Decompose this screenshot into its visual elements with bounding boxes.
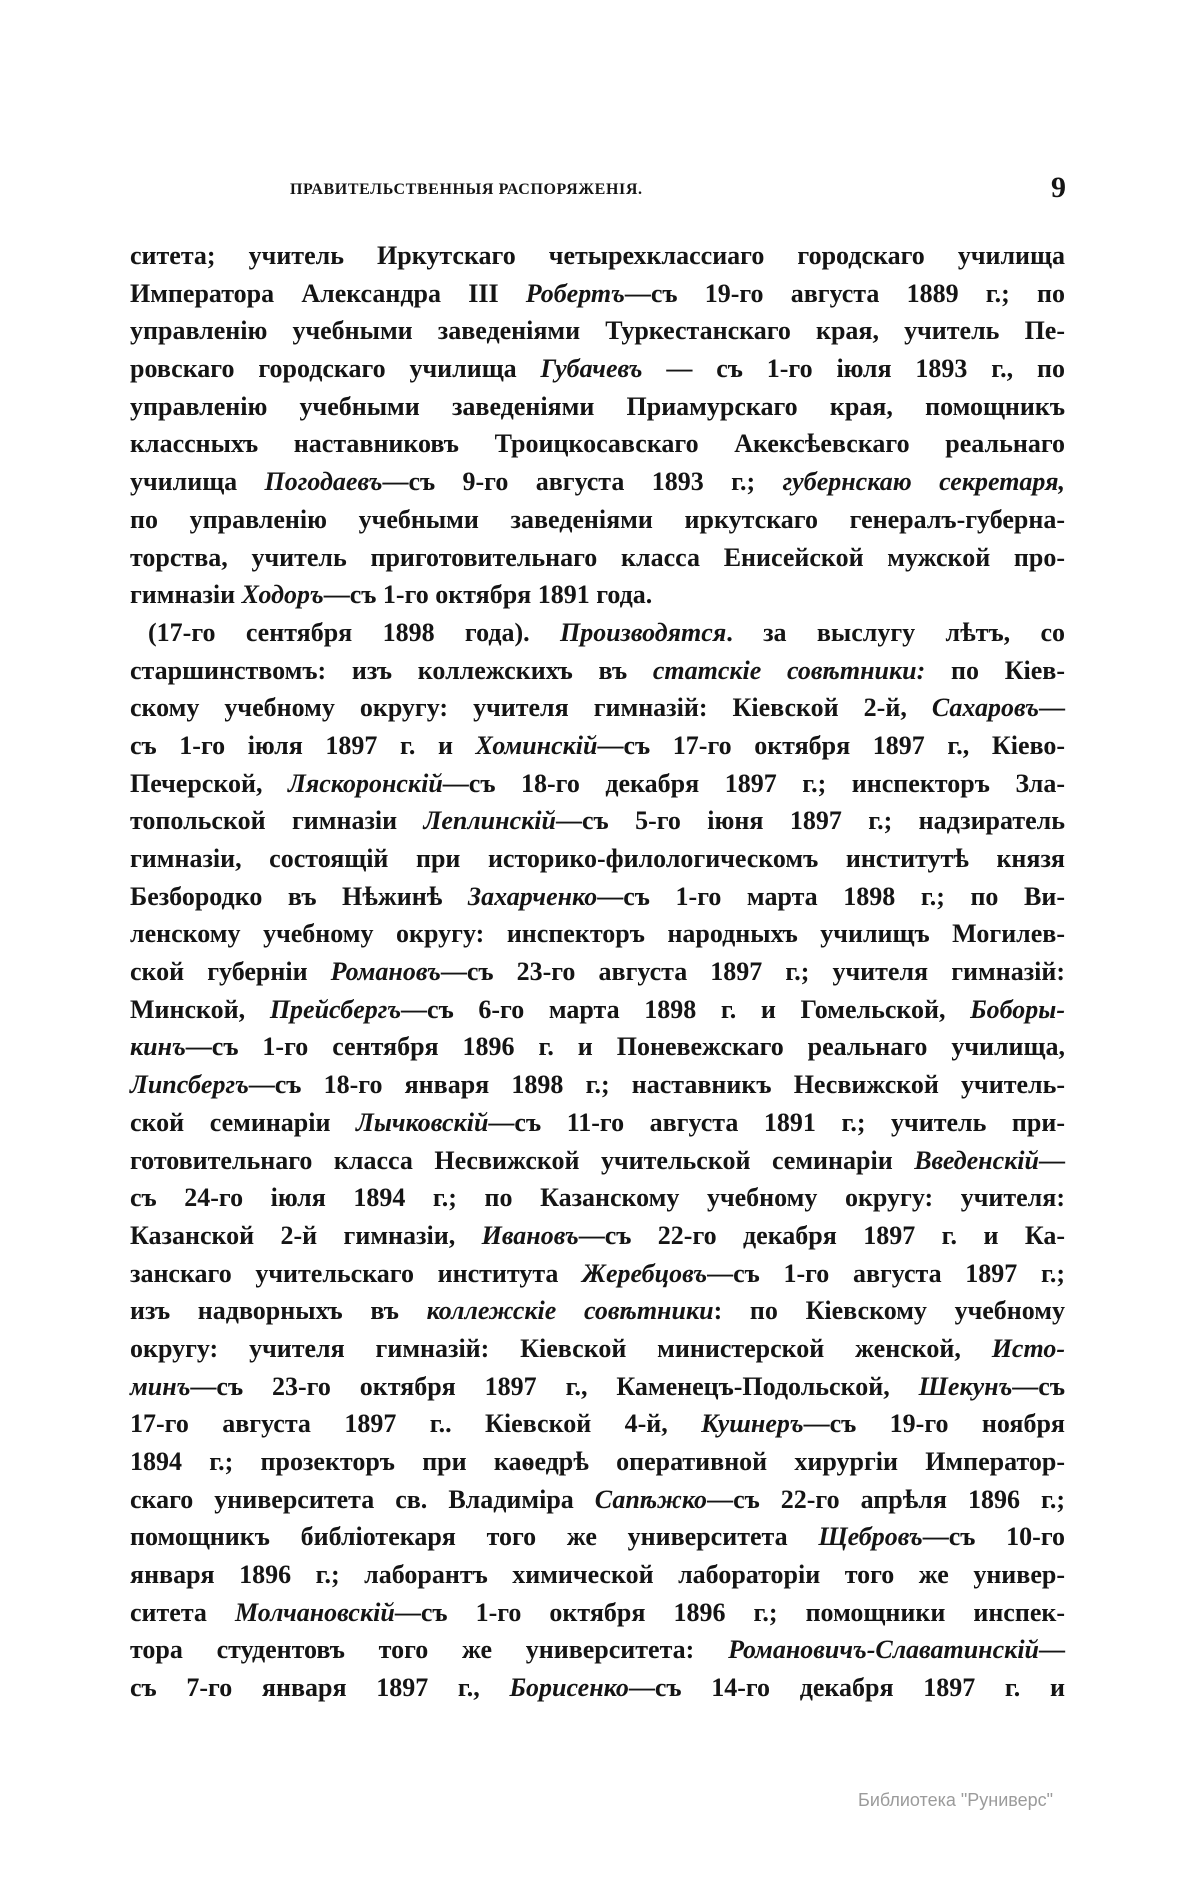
text-run: — съ 1-го іюля 1893 г., по bbox=[642, 354, 1065, 384]
text-run: —съ bbox=[1012, 1371, 1065, 1401]
text-run: —съ 11-го августа 1891 г.; учитель при- bbox=[488, 1107, 1065, 1137]
text-run: топольской гимназіи bbox=[130, 806, 424, 836]
italic-text: Сахаровъ bbox=[931, 693, 1039, 723]
text-run: —съ 6-го марта 1898 г. и Гомельской, bbox=[401, 994, 971, 1024]
text-run: ситета bbox=[130, 1597, 235, 1627]
italic-text: Кушнеръ bbox=[701, 1409, 804, 1439]
text-run: —съ 1-го августа 1897 г.; bbox=[707, 1258, 1065, 1288]
italic-text: губернскаю секретаря, bbox=[782, 467, 1065, 497]
text-line bbox=[130, 1594, 1065, 1632]
text-run: Казанской 2-й гимназіи, bbox=[130, 1220, 482, 1250]
text-run: управленію учебными заведеніями Приамурскаго края, помощникъ bbox=[130, 391, 1065, 421]
text-run: : по Кіевскому учебному bbox=[713, 1296, 1065, 1326]
text-run: занскаго учительскаго института bbox=[130, 1258, 583, 1288]
text-run: ской губерніи bbox=[130, 957, 331, 987]
text-run: —съ 22-го апрѣля 1896 г.; bbox=[707, 1484, 1066, 1514]
text-line bbox=[130, 350, 1065, 388]
text-run: —съ 23-го августа 1897 г.; учителя гимназій: bbox=[440, 957, 1065, 987]
italic-text: Исто- bbox=[991, 1333, 1065, 1363]
text-run: —съ 10-го bbox=[922, 1522, 1065, 1552]
text-run: съ 7-го января 1897 г., bbox=[130, 1673, 510, 1703]
text-run: торства, учитель приготовительнаго класса Енисейской мужской про- bbox=[130, 542, 1065, 572]
italic-text: Ивановъ bbox=[481, 1220, 579, 1250]
library-watermark: Библиотека "Руниверс" bbox=[858, 1790, 1054, 1810]
text-line bbox=[130, 1669, 1065, 1707]
text-line bbox=[130, 840, 1065, 878]
text-line bbox=[130, 991, 1065, 1029]
text-run: ситета; учитель Иркутскаго четырехклассиаго городскаго училища bbox=[130, 241, 1065, 270]
text-run: по Кіев- bbox=[925, 655, 1066, 685]
text-run: (17-го сентября 1898 года). bbox=[148, 617, 560, 647]
italic-text: Лычковскій bbox=[356, 1107, 489, 1137]
text-line bbox=[130, 1330, 1065, 1368]
text-run: помощникъ библіотекаря того же университета bbox=[130, 1522, 819, 1552]
text-line bbox=[130, 501, 1065, 539]
text-line bbox=[130, 953, 1065, 991]
italic-text: Производятся bbox=[560, 617, 727, 647]
text-run: Минской, bbox=[130, 994, 270, 1024]
italic-text: кинъ bbox=[130, 1032, 186, 1062]
text-run: — bbox=[1039, 693, 1065, 723]
italic-text: Прейсбергъ bbox=[269, 994, 402, 1024]
text-run: —съ 18-го января 1898 г.; наставникъ Несвижской учитель- bbox=[248, 1070, 1065, 1100]
text-run: ской семинаріи bbox=[130, 1107, 357, 1137]
text-run: —съ 1-го октября 1896 г.; помощники инспек- bbox=[394, 1597, 1066, 1627]
text-run: гимназіи bbox=[130, 580, 242, 610]
text-line bbox=[130, 1028, 1065, 1066]
text-run: — bbox=[1039, 1635, 1065, 1665]
text-line bbox=[130, 878, 1065, 916]
italic-text: Щебровъ bbox=[818, 1522, 923, 1552]
text-run: гимназіи, состоящій при историко-филологическомъ институтѣ князя bbox=[130, 844, 1065, 873]
text-line bbox=[130, 463, 1065, 501]
italic-text: Липсбергъ bbox=[130, 1070, 249, 1100]
paragraph bbox=[130, 614, 1065, 1707]
text-run: —съ 1-го сентября 1896 г. и Поневежскаго реальнаго училища, bbox=[185, 1032, 1065, 1062]
text-run: 1894 г.; прозекторъ при каѳедрѣ оперативной хирургіи Император- bbox=[130, 1447, 1065, 1476]
text-run: —съ 19-го ноября bbox=[803, 1409, 1065, 1439]
paragraph bbox=[130, 237, 1065, 614]
text-run: съ 24-го іюля 1894 г.; по Казанскому учебному округу: учителя: bbox=[130, 1183, 1065, 1213]
text-run: ровскаго городскаго училища bbox=[130, 354, 541, 384]
italic-text: Леплинскій bbox=[423, 806, 556, 836]
text-line bbox=[130, 1631, 1065, 1669]
text-run: —съ 9-го августа 1893 г.; bbox=[382, 467, 783, 497]
italic-text: Романовъ bbox=[330, 957, 441, 987]
text-line bbox=[130, 614, 1065, 652]
text-run: —съ 23-го октября 1897 г., Каменецъ-Подольской, bbox=[190, 1371, 919, 1401]
text-run: —съ 22-го декабря 1897 г. и Ка- bbox=[578, 1220, 1065, 1250]
text-line bbox=[130, 915, 1065, 953]
text-line bbox=[130, 1255, 1065, 1293]
italic-text: Боборы- bbox=[970, 994, 1065, 1024]
text-line bbox=[130, 727, 1065, 765]
text-line bbox=[130, 312, 1065, 350]
text-run: —съ 1-го марта 1898 г.; по Ви- bbox=[597, 881, 1065, 911]
text-line bbox=[130, 1217, 1065, 1255]
italic-text: Борисенко bbox=[509, 1673, 629, 1703]
text-line bbox=[130, 1142, 1065, 1180]
italic-text: Робертъ bbox=[525, 278, 625, 308]
text-run: —съ 14-го декабря 1897 г. и bbox=[628, 1673, 1065, 1703]
text-run: изъ надворныхъ въ bbox=[130, 1296, 427, 1326]
text-line bbox=[130, 1104, 1065, 1142]
italic-text: Введенскій bbox=[914, 1145, 1039, 1175]
italic-text: Ходоръ bbox=[241, 580, 324, 610]
italic-text: статскіе совѣтники: bbox=[652, 655, 926, 685]
text-run: —съ 19-го августа 1889 г.; по bbox=[624, 278, 1065, 308]
text-line bbox=[130, 237, 1065, 275]
italic-text: Погодаевъ bbox=[264, 467, 383, 497]
text-line bbox=[130, 1443, 1065, 1481]
italic-text: Сапѣжко bbox=[594, 1484, 708, 1514]
text-run: —съ 5-го іюня 1897 г.; надзиратель bbox=[555, 806, 1065, 836]
text-run: 17-го августа 1897 г.. Кіевской 4-й, bbox=[130, 1409, 702, 1439]
text-run: училища bbox=[130, 467, 265, 497]
text-line bbox=[130, 765, 1065, 803]
text-line bbox=[130, 1481, 1065, 1519]
text-line bbox=[130, 576, 1065, 614]
text-run: января 1896 г.; лаборантъ химической лабораторіи того же универ- bbox=[130, 1560, 1065, 1590]
text-run: —съ 17-го октября 1897 г., Кіево- bbox=[597, 730, 1066, 760]
italic-text: минъ bbox=[130, 1371, 191, 1401]
italic-text: Захарченко bbox=[467, 881, 598, 911]
text-line bbox=[130, 802, 1065, 840]
text-run: старшинствомъ: изъ коллежскихъ въ bbox=[130, 655, 653, 685]
italic-text: Жеребцовъ bbox=[582, 1258, 708, 1288]
text-run: по управленію учебными заведеніями иркутскаго генералъ-губерна- bbox=[130, 504, 1065, 534]
text-line bbox=[130, 1518, 1065, 1556]
text-run: Безбородко въ Нѣжинѣ bbox=[130, 881, 468, 911]
text-line bbox=[130, 388, 1065, 426]
text-run: —съ 18-го декабря 1897 г.; инспекторъ Зла- bbox=[442, 768, 1066, 798]
text-run: тора студентовъ того же университета: bbox=[130, 1635, 729, 1665]
text-run: классныхъ наставниковъ Троицкосавскаго Акексѣевскаго реальнаго bbox=[130, 429, 1065, 459]
text-run: —съ 1-го октября 1891 года. bbox=[323, 580, 653, 610]
italic-text: Романовичъ-Славатинскій bbox=[728, 1635, 1039, 1665]
text-line bbox=[130, 539, 1065, 577]
italic-text: Шекунъ bbox=[918, 1371, 1013, 1401]
italic-text: Ляскоронскій bbox=[287, 768, 443, 798]
text-line bbox=[130, 1179, 1065, 1217]
text-block bbox=[130, 237, 1065, 1707]
text-run: готовительнаго класса Несвижской учительской семинаріи bbox=[130, 1145, 915, 1175]
text-run: съ 1-го іюля 1897 г. и bbox=[130, 730, 476, 760]
text-run: Императора Александра III bbox=[130, 278, 526, 308]
text-line bbox=[130, 1066, 1065, 1104]
italic-text: Губачевъ bbox=[540, 354, 643, 384]
text-run: округу: учителя гимназій: Кіевской министерской женской, bbox=[130, 1333, 992, 1363]
text-line bbox=[130, 1368, 1065, 1406]
italic-text: Молчановскій bbox=[234, 1597, 395, 1627]
text-run: Печерской, bbox=[130, 768, 288, 798]
text-line bbox=[130, 1556, 1065, 1594]
text-run: ленскому учебному округу: инспекторъ народныхъ училищъ Могилев- bbox=[130, 919, 1065, 949]
text-line bbox=[130, 689, 1065, 727]
text-line bbox=[130, 1405, 1065, 1443]
text-line bbox=[130, 425, 1065, 463]
text-run: — bbox=[1039, 1145, 1065, 1175]
running-title: ПРАВИТЕЛЬСТВЕННЫЯ РАСПОРЯЖЕНІЯ. bbox=[290, 181, 643, 198]
text-line bbox=[130, 652, 1065, 690]
italic-text: Хоминскій bbox=[475, 730, 598, 760]
text-line bbox=[130, 1292, 1065, 1330]
italic-text: коллежскіе совѣтники bbox=[426, 1296, 714, 1326]
text-line bbox=[130, 275, 1065, 313]
text-run: скому учебному округу: учителя гимназій: Кіевской 2-й, bbox=[130, 693, 932, 723]
text-run: . за выслугу лѣтъ, со bbox=[726, 617, 1065, 647]
text-run: управленію учебными заведеніями Туркестанскаго края, учитель Пе- bbox=[130, 316, 1065, 346]
text-run: скаго университета св. Владиміра bbox=[130, 1484, 595, 1514]
page-number: 9 bbox=[1051, 171, 1066, 204]
